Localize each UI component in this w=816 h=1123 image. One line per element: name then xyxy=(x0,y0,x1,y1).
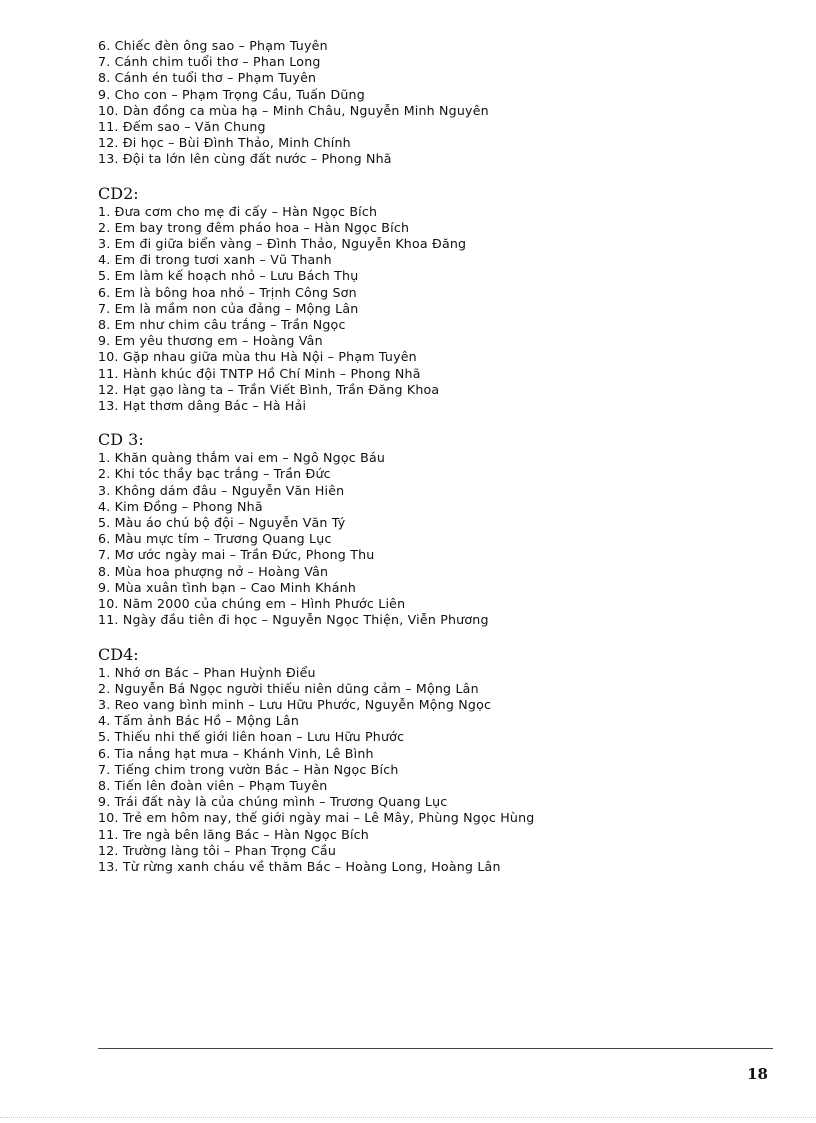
song-item: 2. Nguyễn Bá Ngọc người thiếu niên dũng cảm – Mộng Lân xyxy=(98,680,479,696)
song-item: 6. Màu mực tím – Trương Quang Lục xyxy=(98,531,332,547)
song-item: 8. Cánh én tuổi thơ – Phạm Tuyên xyxy=(98,70,317,86)
song-item: 6. Em là bông hoa nhỏ – Trịnh Công Sơn xyxy=(98,284,357,300)
song-item: 12. Trường làng tôi – Phan Trọng Cầu xyxy=(98,842,337,858)
song-item: 12. Hạt gạo làng ta – Trần Viết Bình, Trần Đăng Khoa xyxy=(98,381,440,397)
section-heading: CD4: xyxy=(98,644,139,664)
song-item: 4. Kim Đồng – Phong Nhã xyxy=(98,498,263,514)
page-number: 18 xyxy=(747,1065,768,1083)
song-item: 11. Đếm sao – Văn Chung xyxy=(98,119,266,135)
footer-divider xyxy=(98,1048,773,1049)
section-cd2 xyxy=(98,185,778,415)
song-item: 7. Tiếng chim trong vườn Bác – Hàn Ngọc Bích xyxy=(98,761,399,777)
song-item: 10. Trẻ em hôm nay, thế giới ngày mai – Lê Mây, Phùng Ngọc Hùng xyxy=(98,810,535,826)
song-item: 9. Cho con – Phạm Trọng Cầu, Tuấn Dũng xyxy=(98,86,365,102)
song-item: 1. Đưa cơm cho mẹ đi cấy – Hàn Ngọc Bích xyxy=(98,203,378,219)
song-item: 9. Em yêu thương em – Hoàng Vân xyxy=(98,333,323,349)
song-item: 5. Em làm kế hoạch nhỏ – Lưu Bách Thụ xyxy=(98,268,359,284)
song-item: 10. Gặp nhau giữa mùa thu Hà Nội – Phạm Tuyên xyxy=(98,349,417,365)
song-item: 13. Đội ta lớn lên cùng đất nước – Phong Nhã xyxy=(98,151,392,167)
section-heading: CD 3: xyxy=(98,430,144,450)
song-item: 7. Em là mầm non của đảng – Mộng Lân xyxy=(98,300,359,316)
song-item: 1. Khăn quàng thắm vai em – Ngô Ngọc Báu xyxy=(98,450,386,466)
section-heading: CD2: xyxy=(98,183,139,203)
song-item: 3. Reo vang bình minh – Lưu Hữu Phước, Nguyễn Mộng Ngọc xyxy=(98,696,492,712)
page-edge-divider xyxy=(0,1117,816,1118)
song-item: 7. Mơ ước ngày mai – Trần Đức, Phong Thu xyxy=(98,547,375,563)
song-item: 13. Từ rừng xanh cháu về thăm Bác – Hoàng Long, Hoàng Lân xyxy=(98,858,501,874)
song-item: 10. Năm 2000 của chúng em – Hình Phước Liên xyxy=(98,596,406,612)
section-cd3 xyxy=(98,431,778,628)
song-item: 9. Mùa xuân tình bạn – Cao Minh Khánh xyxy=(98,579,356,595)
song-item: 6. Tia nắng hạt mưa – Khánh Vinh, Lê Bình xyxy=(98,745,374,761)
song-item: 8. Tiến lên đoàn viên – Phạm Tuyên xyxy=(98,777,328,793)
song-item: 2. Khi tóc thầy bạc trắng – Trần Đức xyxy=(98,466,331,482)
song-item: 1. Nhớ ơn Bác – Phan Huỳnh Điểu xyxy=(98,664,316,680)
song-item: 11. Ngày đầu tiên đi học – Nguyễn Ngọc Thiện, Viễn Phương xyxy=(98,612,489,628)
song-item: 11. Tre ngà bên lăng Bác – Hàn Ngọc Bích xyxy=(98,826,369,842)
song-item: 9. Trái đất này là của chúng mình – Trương Quang Lục xyxy=(98,794,448,810)
song-item: 8. Em như chim câu trắng – Trần Ngọc xyxy=(98,317,346,333)
song-item: 5. Màu áo chú bộ đội – Nguyễn Văn Tý xyxy=(98,515,346,531)
song-item: 8. Mùa hoa phượng nở – Hoàng Vân xyxy=(98,563,329,579)
song-item: 7. Cánh chim tuổi thơ – Phan Long xyxy=(98,54,321,70)
song-item: 6. Chiếc đèn ông sao – Phạm Tuyên xyxy=(98,38,328,53)
song-item: 2. Em bay trong đêm pháo hoa – Hàn Ngọc Bích xyxy=(98,219,410,235)
section-cd4 xyxy=(98,646,778,876)
song-item: 13. Hạt thơm dâng Bác – Hà Hải xyxy=(98,398,307,414)
song-item: 12. Đi học – Bùi Đình Thảo, Minh Chính xyxy=(98,135,351,151)
song-item: 4. Tấm ảnh Bác Hồ – Mộng Lân xyxy=(98,713,300,729)
song-item: 4. Em đi trong tươi xanh – Vũ Thanh xyxy=(98,252,332,268)
song-item: 11. Hành khúc đội TNTP Hồ Chí Minh – Phong Nhã xyxy=(98,365,421,381)
song-item: 3. Không dám đâu – Nguyễn Văn Hiên xyxy=(98,482,345,498)
page-content xyxy=(98,38,778,875)
song-item: 10. Dàn đồng ca mùa hạ – Minh Châu, Nguyễn Minh Nguyên xyxy=(98,102,489,118)
song-item: 3. Em đi giữa biển vàng – Đình Thảo, Nguyễn Khoa Đăng xyxy=(98,236,467,252)
section-cd1-continued xyxy=(98,38,778,168)
song-item: 5. Thiếu nhi thế giới liên hoan – Lưu Hữu Phước xyxy=(98,729,405,745)
